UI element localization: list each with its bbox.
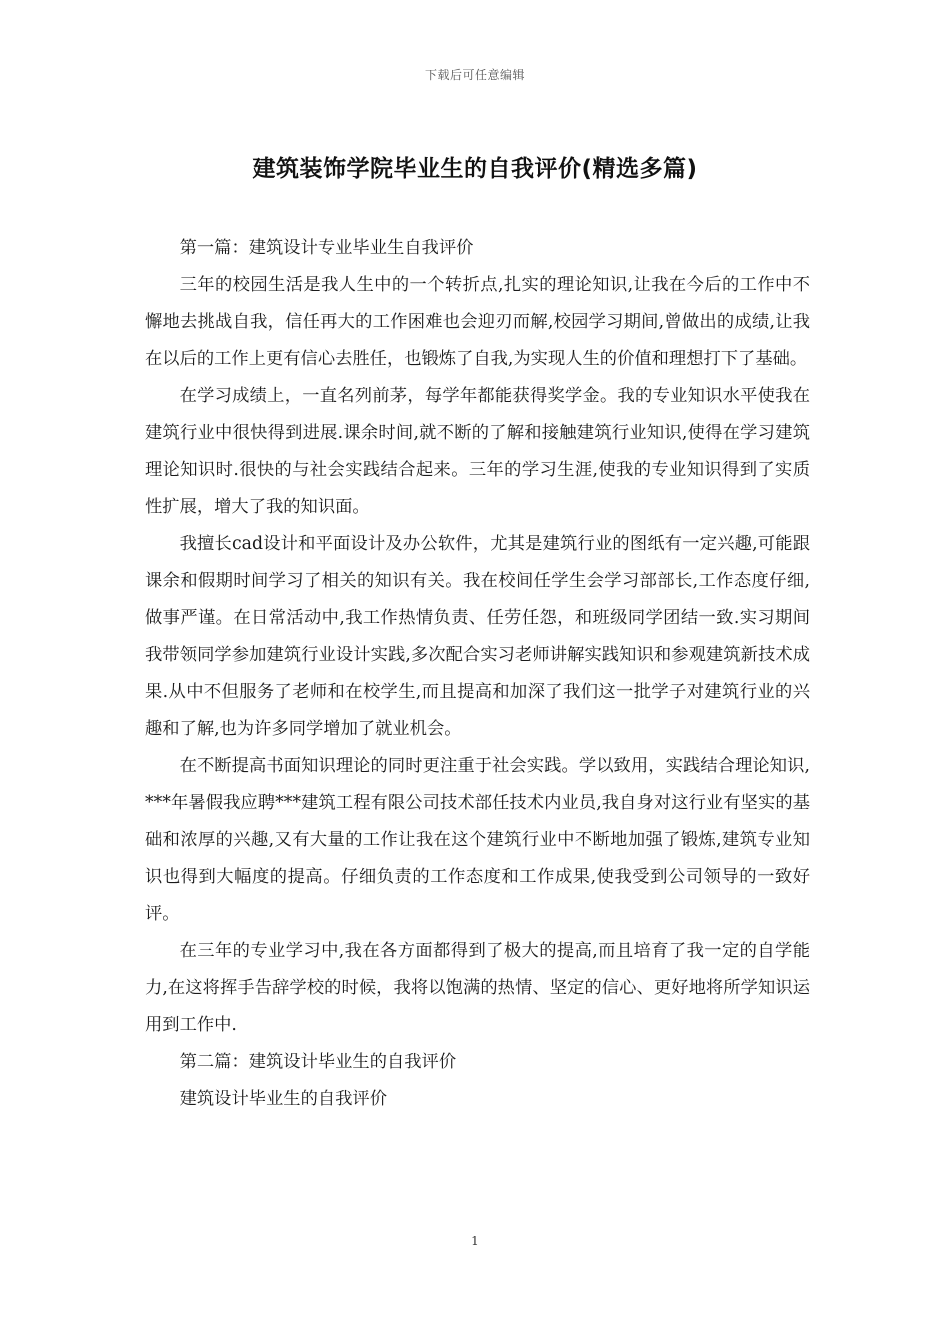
section-heading-2: 第二篇：建筑设计毕业生的自我评价 [179,1052,457,1072]
document-body [145,230,810,1118]
body-paragraph-1: 三年的校园生活是我人生中的一个转折点,扎实的理论知识,让我在今后的工作中不懈地去挑战自我，信任再大的工作困难也会迎刃而解,校园学习期间,曾做出的成绩,让我在以后的工作上更有信心去胜任，也锻炼了自我,为实现人生的价值和理想打下了基础。 [145,275,810,369]
body-paragraph-3: 我擅长cad设计和平面设计及办公软件，尤其是建筑行业的图纸有一定兴趣,可能跟课余和假期时间学习了相关的知识有关。我在校间任学生会学习部部长,工作态度仔细,做事严谨。在日常活动中,我工作热情负责、任劳任怨，和班级同学团结一致.实习期间我带领同学参加建筑行业设计实践,多次配合实习老师讲解实践知识和参观建筑新技术成果.从中不但服务了老师和在校学生,而且提高和加深了我们这一批学子对建筑行业的兴趣和了解,也为许多同学增加了就业机会。 [145,534,810,739]
subheading: 建筑设计毕业生的自我评价 [179,1089,387,1109]
body-paragraph-4: 在不断提高书面知识理论的同时更注重于社会实践。学以致用，实践结合理论知识,***年暑假我应聘***建筑工程有限公司技术部任技术内业员,我自身对这行业有坚实的基础和浓厚的兴趣,又有大量的工作让我在这个建筑行业中不断地加强了锻炼,建筑专业知识也得到大幅度的提高。仔细负责的工作态度和工作成果,使我受到公司领导的一致好评。 [145,756,810,924]
body-paragraph-5: 在三年的专业学习中,我在各方面都得到了极大的提高,而且培育了我一定的自学能力,在这将挥手告辞学校的时候，我将以饱满的热情、坚定的信心、更好地将所学知识运用到工作中. [145,941,810,1035]
body-paragraph-2: 在学习成绩上，一直名列前茅，每学年都能获得奖学金。我的专业知识水平使我在建筑行业中很快得到进展.课余时间,就不断的了解和接触建筑行业知识,使得在学习建筑理论知识时.很快的与社会实践结合起来。三年的学习生涯,使我的专业知识得到了实质性扩展，增大了我的知识面。 [145,386,810,517]
page-number: 1 [471,1234,479,1248]
page-header: 下载后可任意编辑 [424,68,525,82]
section-heading-1: 第一篇：建筑设计专业毕业生自我评价 [179,238,474,258]
document-title: 建筑装饰学院毕业生的自我评价(精选多篇) [252,156,698,182]
